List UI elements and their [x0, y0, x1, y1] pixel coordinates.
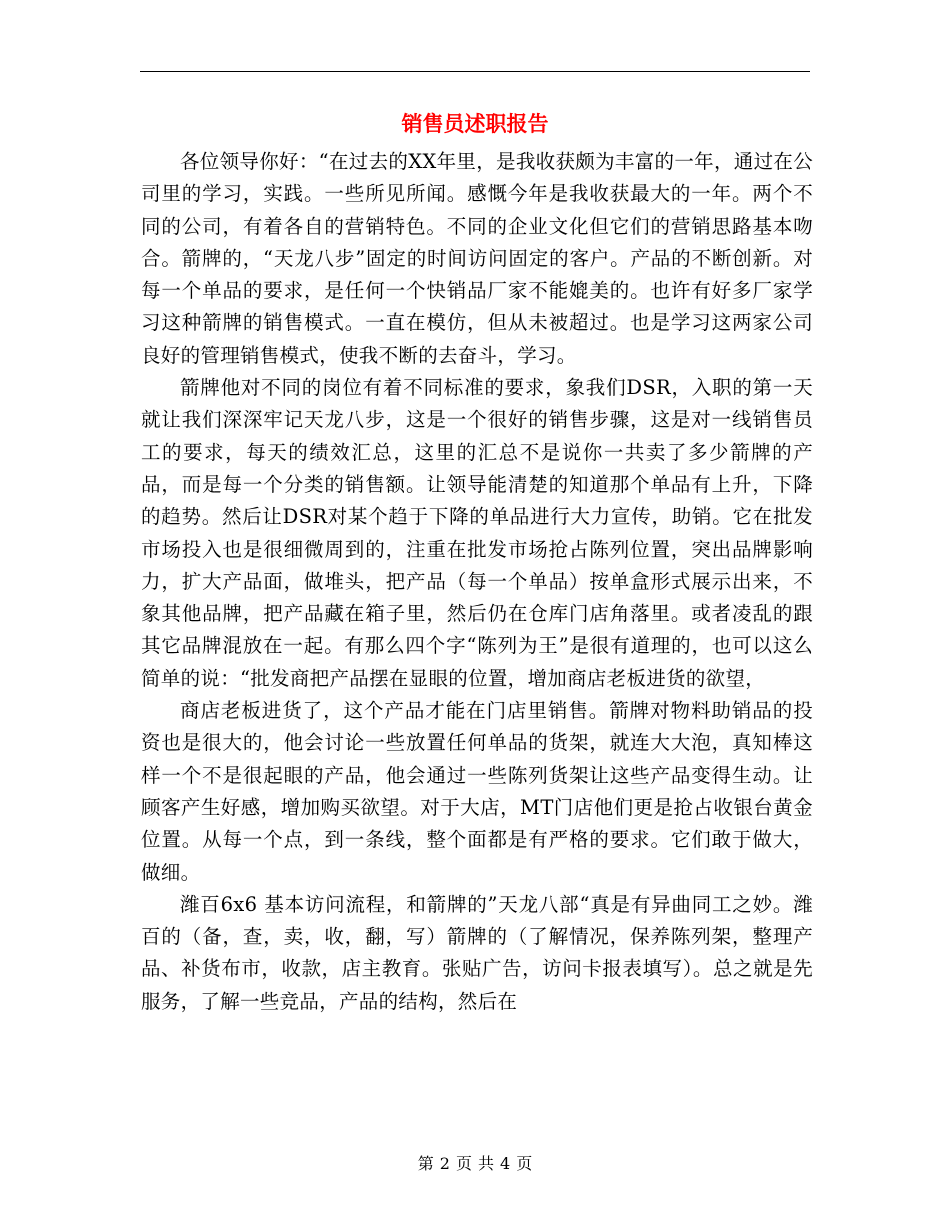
- footer-page-unit: 页: [455, 1154, 472, 1173]
- paragraph-2: 箭牌他对不同的岗位有着不同标准的要求，象我们DSR，入职的第一天就让我们深深牢记天龙八步，这是一个很好的销售步骤，这是对一线销售员工的要求，每天的绩效汇总，这里的汇总不是说你一共卖了多少箭牌的产品，而是每一个分类的销售额。让领导能清楚的知道那个单品有上升，下降的趋势。然后让DSR对某个趋于下降的单品进行大力宣传，助销。它在批发市场投入也是很细微周到的，注重在批发市场抢占陈列位置，突出品牌影响力，扩大产品面，做堆头，把产品（每一个单品）按单盒形式展示出来，不象其他品牌，把产品藏在箱子里，然后仍在仓库门店角落里。或者凌乱的跟其它品牌混放在一起。有那么四个字“陈列为王”是很有道理的，也可以这么简单的说：“批发商把产品摆在显眼的位置，增加商店老板进货的欲望，: [141, 376, 813, 690]
- footer-current-page: 2: [439, 1154, 450, 1173]
- paragraph-3: 商店老板进货了，这个产品才能在门店里销售。箭牌对物料助销品的投资也是很大的，他会讨论一些放置任何单品的货架，就连大大泡，真知棒这样一个不是很起眼的产品，他会通过一些陈列货架让这些产品变得生动。让顾客产生好感，增加购买欲望。对于大店，MT门店他们更是抢占收银台黄金位置。从每一个点，到一条线，整个面都是有严格的要求。它们敢于做大，做细。: [141, 699, 813, 884]
- footer-total-unit: 页: [516, 1154, 533, 1173]
- paragraph-1: 各位领导你好：“在过去的XX年里，是我收获颇为丰富的一年，通过在公司里的学习，实践。一些所见所闻。感慨今年是我收获最大的一年。两个不同的公司，有着各自的营销特色。不同的企业文化但它们的营销思路基本吻合。箭牌的，“天龙八步”固定的时间访问固定的客户。产品的不断创新。对每一个单品的要求，是任何一个快销品厂家不能媲美的。也许有好多厂家学习这种箭牌的销售模式。一直在模仿，但从未被超过。也是学习这两家公司良好的管理销售模式，使我不断的去奋斗，学习。: [141, 150, 813, 367]
- footer-total-pages: 4: [500, 1154, 511, 1173]
- paragraph-4: 潍百6x6 基本访问流程，和箭牌的”天龙八部“真是有异曲同工之妙。潍百的（备，查，卖，收，翻，写）箭牌的（了解情况，保养陈列架，整理产品、补货布市，收款，店主教育。张贴广告，访问卡报表填写）。总之就是先服务，了解一些竞品，产品的结构，然后在: [141, 892, 813, 1013]
- document-title: 销售员述职报告: [401, 111, 549, 136]
- document-body: [141, 146, 813, 1018]
- page-footer: [0, 1152, 950, 1176]
- footer-page-label: 第: [417, 1154, 434, 1173]
- header-rule: [140, 71, 810, 72]
- footer-total-label: 共: [478, 1154, 495, 1173]
